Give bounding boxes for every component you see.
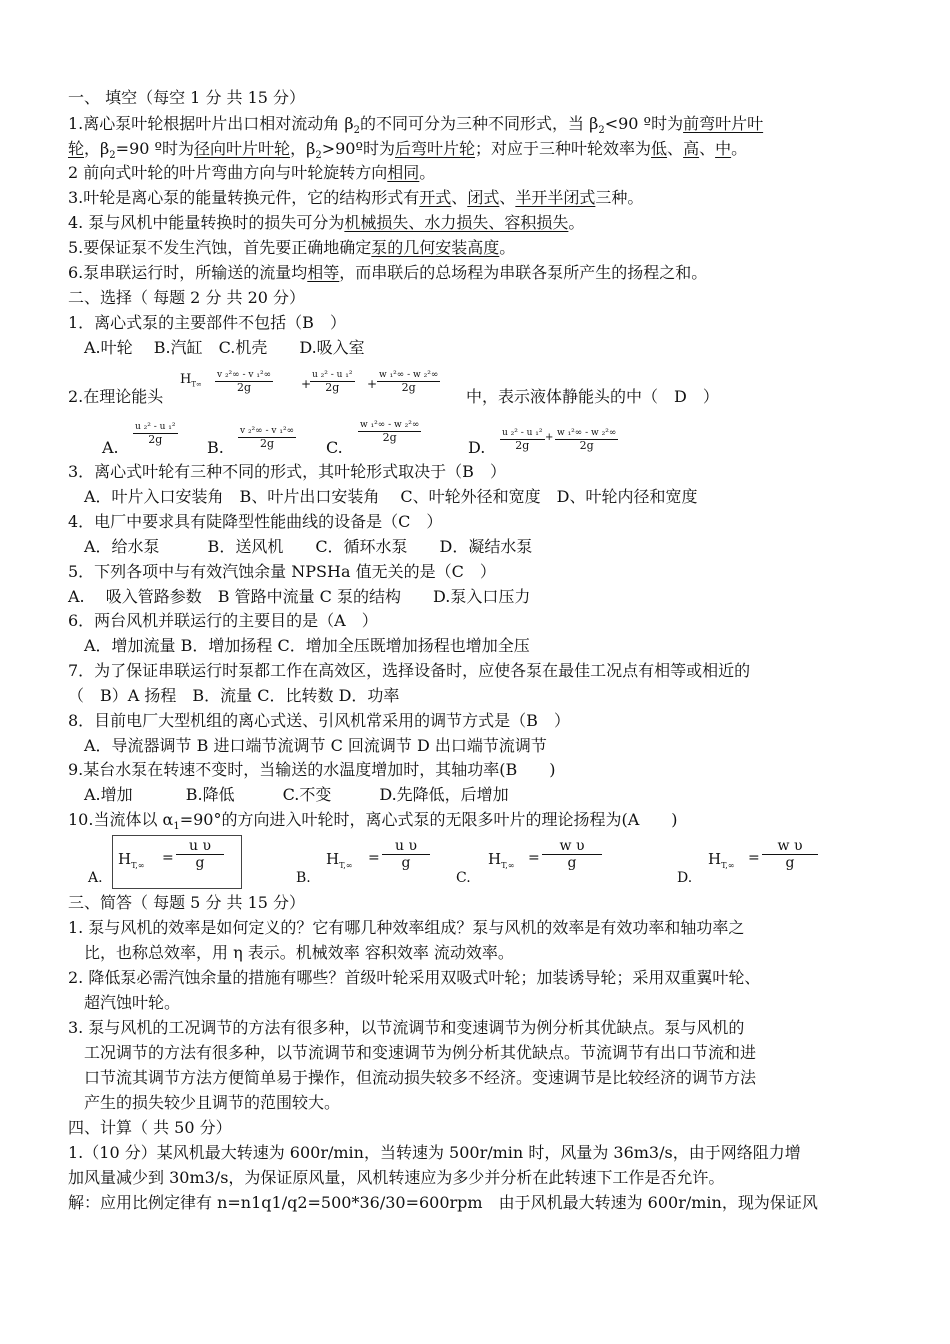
s1-q1-text-d: ，β (84, 139, 110, 158)
q10-option-b-label: B. (296, 870, 311, 886)
period: 。 (731, 139, 748, 158)
s1-q6-text: 6.泵串联运行时，所输送的流量均 (68, 263, 308, 282)
s1-q4-text: 4. 泵与风机中能量转换时的损失可分为 (68, 213, 345, 232)
q10-d-H (708, 850, 734, 870)
s1-q6-end: ，而串联后的总场程为串联各泵所产生的扬程之和。 (339, 263, 708, 282)
s1-q3-answer3: 半开半闭式 (515, 188, 596, 207)
formula-term2 (310, 370, 355, 393)
option-b-numerator: v ₂²∞ - v ₁²∞ (240, 426, 295, 436)
q10-option-d-label: D. (677, 870, 693, 886)
s1-q1-sub-d: 2 (109, 150, 116, 162)
separator: 、 (699, 139, 716, 158)
s1-q5-text: 5.要保证泵不发生汽蚀，首先要正确地确定 (68, 238, 372, 257)
option-c-denominator: 2g (382, 431, 397, 444)
s2-q3-options: A．叶片入口安装角 B、叶片出口安装角 C、叶轮外径和宽度 D、叶轮内径和宽度 (68, 487, 698, 506)
section1-title: 一、 填空（每空 1 分 共 15 分） (68, 88, 306, 107)
s2-q5: 5．下列各项中与有效汽蚀余量 NPSHa 值无关的是（C ） (68, 562, 496, 581)
q10-b-denominator: g (401, 855, 411, 871)
s3-q3-line1: 3. 泵与风机的工况调节的方法有很多种，以节流调节和变速调节为例分析其优缺点。泵与风机的 (68, 1018, 745, 1037)
s1-q3-end: 三种。 (595, 188, 644, 207)
option-b-formula (238, 426, 296, 449)
s4-q1-line2: 加风量减少到 30m3/s，为保证原风量，风机转速应为多少并分析在此转速下工作是否允许。 (68, 1168, 725, 1187)
separator: 、 (451, 188, 468, 207)
plus-sign: + (367, 377, 378, 391)
s2-q2-lead: 2.在理论能头 (68, 387, 164, 406)
s2-q6: 6．两台风机并联运行的主要目的是（A ） (68, 611, 378, 630)
formula-H (180, 372, 202, 389)
s3-q1-line2: 比，也称总效率，用 η 表示。机械效率 容积效率 流动效率。 (68, 943, 514, 962)
formula-term3 (377, 370, 440, 393)
equals-sign: = (162, 850, 174, 866)
s2-q9-options: A.增加 B.降低 C.不变 D.先降低，后增加 (68, 785, 509, 804)
s1-q6 (68, 263, 707, 283)
s2-q4-options: A．给水泵 B．送风机 C．循环水泵 D．凝结水泵 (68, 537, 533, 556)
option-a-denominator: 2g (148, 433, 163, 446)
q10-b-numerator: u υ (382, 838, 430, 855)
formula-term1 (215, 370, 273, 393)
s1-q1-text-a: 1.离心泵叶轮根据叶片出口相对流动角 β (68, 114, 354, 133)
s1-q2-answer: 相同 (387, 163, 420, 182)
q10-b-fraction (382, 838, 430, 871)
term1-denominator: 2g (237, 381, 252, 394)
s1-q1-sub-f: 2 (315, 150, 322, 162)
s2-q9: 9.某台水泵在转速不变时，当输送的水温度增加时，其轴功率(B ) (68, 760, 556, 779)
term1-numerator: v ₂²∞ - v ₁²∞ (217, 370, 272, 380)
option-b-denominator: 2g (260, 437, 275, 450)
s1-q1-answer4: 低 (651, 139, 668, 158)
s1-q5 (68, 238, 515, 258)
formula-H-sub: T∞ (191, 380, 202, 389)
option-d-formula2 (555, 428, 618, 451)
section3-title: 三、简答（ 每题 5 分 共 15 分） (68, 893, 306, 912)
q10-c-numerator: w υ (542, 838, 602, 855)
s4-q1-solution: 解：应用比例定律有 n=n1q1/q2=500*36/30=600rpm 由于风机最大转速为 600r/min，现为保证风 (68, 1193, 818, 1212)
s1-q2-text: 2 前向式叶轮的叶片弯曲方向与叶轮旋转方向 (68, 163, 388, 182)
s2-q1: 1．离心式泵的主要部件不包括（B ） (68, 313, 346, 332)
s2-q4: 4．电厂中要求具有陡降型性能曲线的设备是（C ） (68, 512, 443, 531)
s2-q5-options: A. 吸入管路参数 B 管路中流量 C 泵的结构 D.泵入口压力 (68, 587, 531, 606)
option-b-label: B. (207, 438, 224, 457)
s1-q1-text-c: <90 º时为 (604, 114, 684, 133)
q10-c-denominator: g (567, 855, 577, 871)
q10-c-H-symbol: H (488, 850, 502, 868)
option-c-numerator: w ₁²∞ - w ₂²∞ (360, 420, 420, 430)
option-c-label: C. (326, 438, 343, 457)
s3-q3-line2: 工况调节的方法有很多种，以节流调节和变速调节为例分析其优缺点。节流调节有出口节流和进 (68, 1043, 757, 1062)
section2-title: 二、选择（ 每题 2 分 共 20 分） (68, 288, 306, 307)
s2-q7-line2: （ B）A 扬程 B．流量 C．比转数 D．功率 (68, 686, 400, 705)
option-d-numerator1: u ₂² - u ₁² (502, 428, 543, 438)
option-a-formula (133, 422, 178, 445)
option-c-formula (358, 420, 421, 443)
q10-c-fraction (542, 838, 602, 871)
plus-sign: + (301, 377, 312, 391)
equals-sign: = (528, 850, 540, 866)
s1-q1-text-f: ，β (290, 139, 316, 158)
s1-q3-text: 3.叶轮是离心泵的能量转换元件，它的结构形式有 (68, 188, 420, 207)
s2-q8-options: A．导流器调节 B 进口端节流调节 C 回流调节 D 出口端节流调节 (68, 736, 547, 755)
s1-q1-answer5: 高 (683, 139, 700, 158)
s1-q4-answer: 机械损失、水力损失、容积损失 (344, 213, 569, 232)
s1-q1-text-b: 的不同可分为三种不同形式，当 β (359, 114, 599, 133)
s1-q1-sub-b: 2 (598, 125, 605, 137)
s1-q3 (68, 188, 643, 208)
option-d-formula1 (500, 428, 545, 451)
s1-q1-answer1-cont: 轮 (68, 139, 85, 158)
s4-q1-line1: 1.（10 分）某风机最大转速为 600r/min，当转速为 500r/min 时，风量为 36m3/s，由于网络阻力增 (68, 1143, 801, 1162)
s1-q1-text-e: =90 º时为 (115, 139, 195, 158)
q10-d-numerator: w υ (762, 838, 818, 855)
term3-denominator: 2g (401, 381, 416, 394)
s1-q1-answer1: 前弯叶片叶 (683, 114, 764, 133)
s2-q10 (68, 810, 678, 837)
q10-d-fraction (762, 838, 818, 871)
equals-sign: = (748, 850, 760, 866)
separator: 、 (667, 139, 684, 158)
s2-q3: 3．离心式叶轮有三种不同的形式，其叶轮形式取决于（B ） (68, 462, 506, 481)
term2-numerator: u ₂² - u ₁² (312, 370, 353, 380)
s2-q6-options: A．增加流量 B．增加扬程 C．增加全压既增加扬程也增加全压 (68, 636, 530, 655)
q10-a-numerator: u υ (176, 838, 224, 855)
s2-q10-text-a: 10.当流体以 α (68, 810, 174, 829)
term2-denominator: 2g (325, 381, 340, 394)
s3-q3-line4: 产生的损失较少且调节的范围较大。 (68, 1093, 341, 1112)
q10-a-H-symbol: H (118, 850, 132, 868)
q10-d-denominator: g (785, 855, 795, 871)
q10-d-H-symbol: H (708, 850, 722, 868)
s1-q1-answer3: 后弯叶片轮 (395, 139, 476, 158)
s1-q6-answer: 相等 (307, 263, 340, 282)
s3-q3-line3: 口节流其调节方法方便简单易于操作，但流动损失较多不经济。变速调节是比较经济的调节方法 (68, 1068, 757, 1087)
term3-numerator: w ₁²∞ - w ₂²∞ (379, 370, 439, 380)
s1-q3-answer1: 开式 (419, 188, 452, 207)
q10-option-a-label: A. (88, 870, 103, 886)
plus-sign: + (545, 432, 554, 443)
s2-q8: 8．目前电厂大型机组的离心式送、引风机常采用的调节方式是（B ） (68, 711, 570, 730)
option-a-label: A. (102, 438, 119, 457)
period: 。 (568, 213, 585, 232)
s3-q1-line1: 1. 泵与风机的效率是如何定义的？它有哪几种效率组成？泵与风机的效率是有效功率和轴功率之 (68, 918, 745, 937)
q10-a-denominator: g (195, 855, 205, 871)
q10-b-H-symbol: H (326, 850, 340, 868)
s2-q7-line1: 7．为了保证串联运行时泵都工作在高效区，选择设备时，应使各泵在最佳工况点有相等或相近的 (68, 661, 751, 680)
s1-q1-text-g: >90º时为 (321, 139, 395, 158)
s1-q1-sub: 2 (353, 125, 360, 137)
q10-c-H-sub: T,∞ (501, 861, 515, 870)
s1-q1-text-h: ；对应于三种叶轮效率为 (475, 139, 652, 158)
q10-a-fraction (176, 838, 224, 871)
q10-b-H-sub: T,∞ (339, 861, 353, 870)
q10-b-H (326, 850, 352, 870)
q10-a-H (118, 850, 144, 870)
option-d-label: D. (468, 438, 486, 457)
s1-q2 (68, 163, 435, 183)
s2-q10-text-b: =90°的方向进入叶轮时，离心式泵的无限多叶片的理论扬程为(A ) (179, 810, 678, 829)
option-d-denominator1: 2g (515, 439, 530, 452)
s1-q5-answer: 泵的几何安装高度 (371, 238, 500, 257)
s2-q10-sub: 1 (173, 821, 180, 833)
option-d-denominator2: 2g (579, 439, 594, 452)
s2-q2-tail: 中，表示液体静能头的中（ D ） (466, 387, 719, 406)
option-d-numerator2: w ₁²∞ - w ₂²∞ (557, 428, 617, 438)
q10-option-c-label: C. (456, 870, 471, 886)
s3-q2-line1: 2. 降低泵必需汽蚀余量的措施有哪些？首级叶轮采用双吸式叶轮；加装诱导轮；采用双重翼叶轮、 (68, 968, 761, 987)
period: 。 (419, 163, 436, 182)
s3-q2-line2: 超汽蚀叶轮。 (68, 993, 181, 1012)
option-a-numerator: u ₂² - u ₁² (135, 422, 176, 432)
s2-q1-options: A.叶轮 B.汽缸 C.机壳 D.吸入室 (68, 338, 365, 357)
q10-d-H-sub: T,∞ (721, 861, 735, 870)
s1-q1-answer2: 径向叶片叶轮 (194, 139, 291, 158)
separator: 、 (499, 188, 516, 207)
s1-q4 (68, 213, 584, 233)
period: 。 (499, 238, 516, 257)
section4-title: 四、计算（ 共 50 分） (68, 1118, 232, 1137)
s1-q3-answer2: 闭式 (467, 188, 500, 207)
s1-q1-answer6: 中 (715, 139, 732, 158)
q10-a-H-sub: T,∞ (131, 861, 145, 870)
s1-q1-line1 (68, 114, 763, 141)
q10-c-H (488, 850, 514, 870)
formula-H-symbol: H (180, 372, 192, 387)
equals-sign: = (368, 850, 380, 866)
